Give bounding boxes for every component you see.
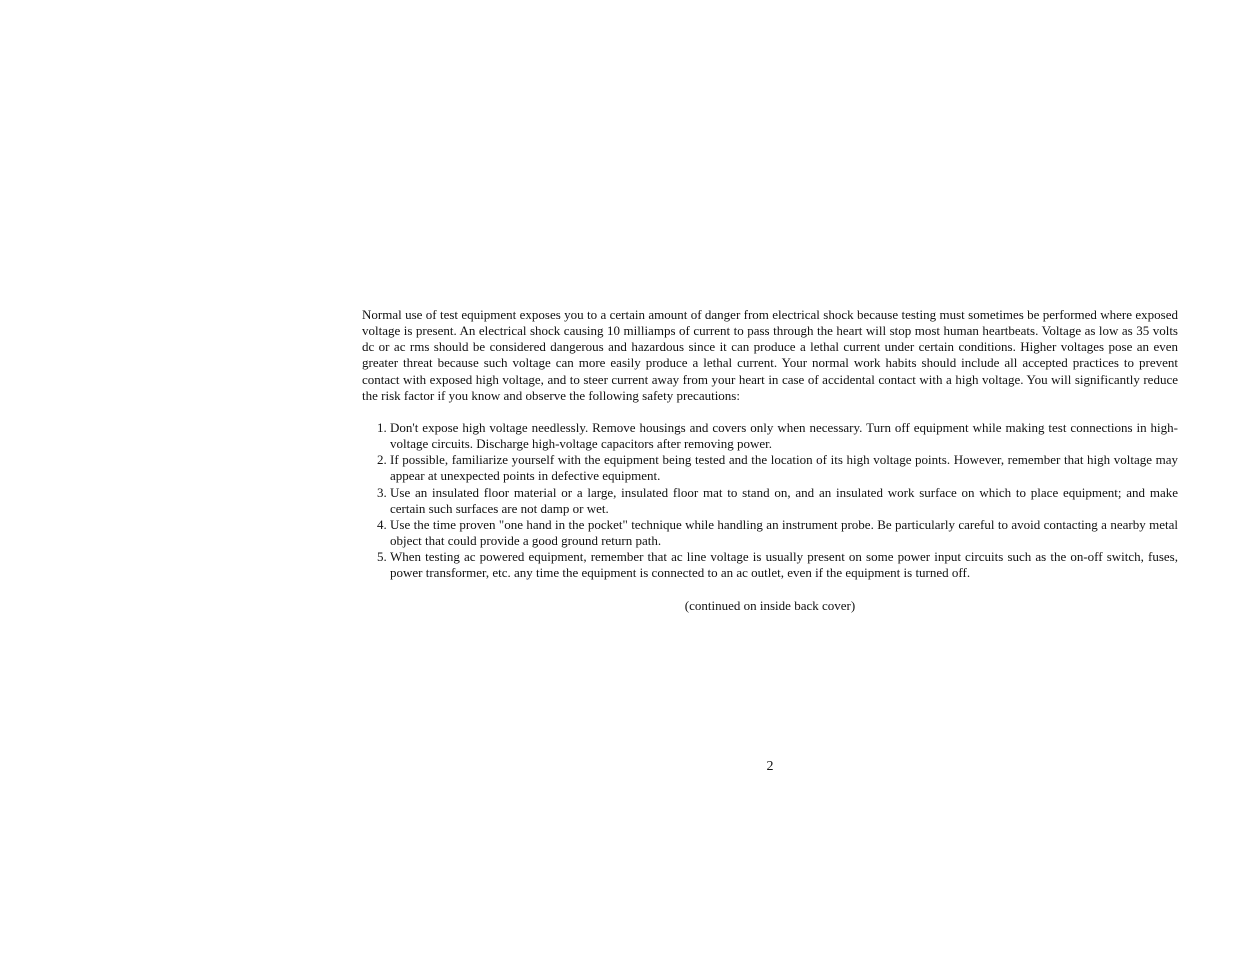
page-content — [362, 307, 1178, 614]
precaution-item — [362, 452, 1178, 484]
precaution-text: Use an insulated floor material or a large, insulated floor mat to stand on, and an insulated work surface on which to place equipment; and make certain such surfaces are not damp or wet. — [390, 484, 1178, 516]
precaution-number: 1. — [377, 419, 387, 435]
precaution-number: 4. — [377, 516, 387, 532]
page-number: 2 — [766, 759, 774, 774]
precaution-item — [362, 420, 1178, 452]
precaution-number: 2. — [377, 452, 387, 468]
precaution-text: When testing ac powered equipment, remember that ac line voltage is usually present on some power input circuits such as the on-off switch, fuses, power transformer, etc. any time the equipment is connected to an ac outlet, even if the equipment is turned off. — [390, 549, 1178, 581]
precaution-item — [362, 549, 1178, 581]
intro-paragraph: Normal use of test equipment exposes you to a certain amount of danger from electrical shock because testing must sometimes be performed where exposed voltage is present. An electrical shock causing 10 milliamps of current to pass through the heart will stop most human heartbeats. Voltage as low as 35 volts dc or ac rms should be considered dangerous and hazardous since it can produce a lethal current under certain conditions. Higher voltages pose an even greater threat because such voltage can more easily produce a lethal current. Your normal work habits should include all accepted practices to prevent contact with exposed high voltage, and to steer current away from your heart in case of accidental contact with a high voltage. You will significantly reduce the risk factor if you know and observe the following safety precautions: — [362, 307, 1178, 403]
precaution-text: Don't expose high voltage needlessly. Remove housings and covers only when necessary. Turn off equipment while making test connections in high-voltage circuits. Discharge high-voltage capacitors after removing power. — [390, 419, 1178, 452]
precaution-text: If possible, familiarize yourself with the equipment being tested and the location of its high voltage points. However, remember that high voltage may appear at unexpected points in defective equipment. — [390, 452, 1178, 484]
precaution-item — [362, 517, 1178, 549]
precaution-item — [362, 485, 1178, 517]
precaution-number: 3. — [377, 484, 387, 500]
precaution-number: 5. — [377, 549, 387, 565]
precaution-text: Use the time proven "one hand in the pocket" technique while handling an instrument probe. Be particularly careful to avoid contacting a nearby metal object that could provide a good ground return path. — [390, 516, 1178, 549]
continued-note: (continued on inside back cover) — [684, 597, 856, 613]
safety-precautions-list — [362, 420, 1178, 582]
